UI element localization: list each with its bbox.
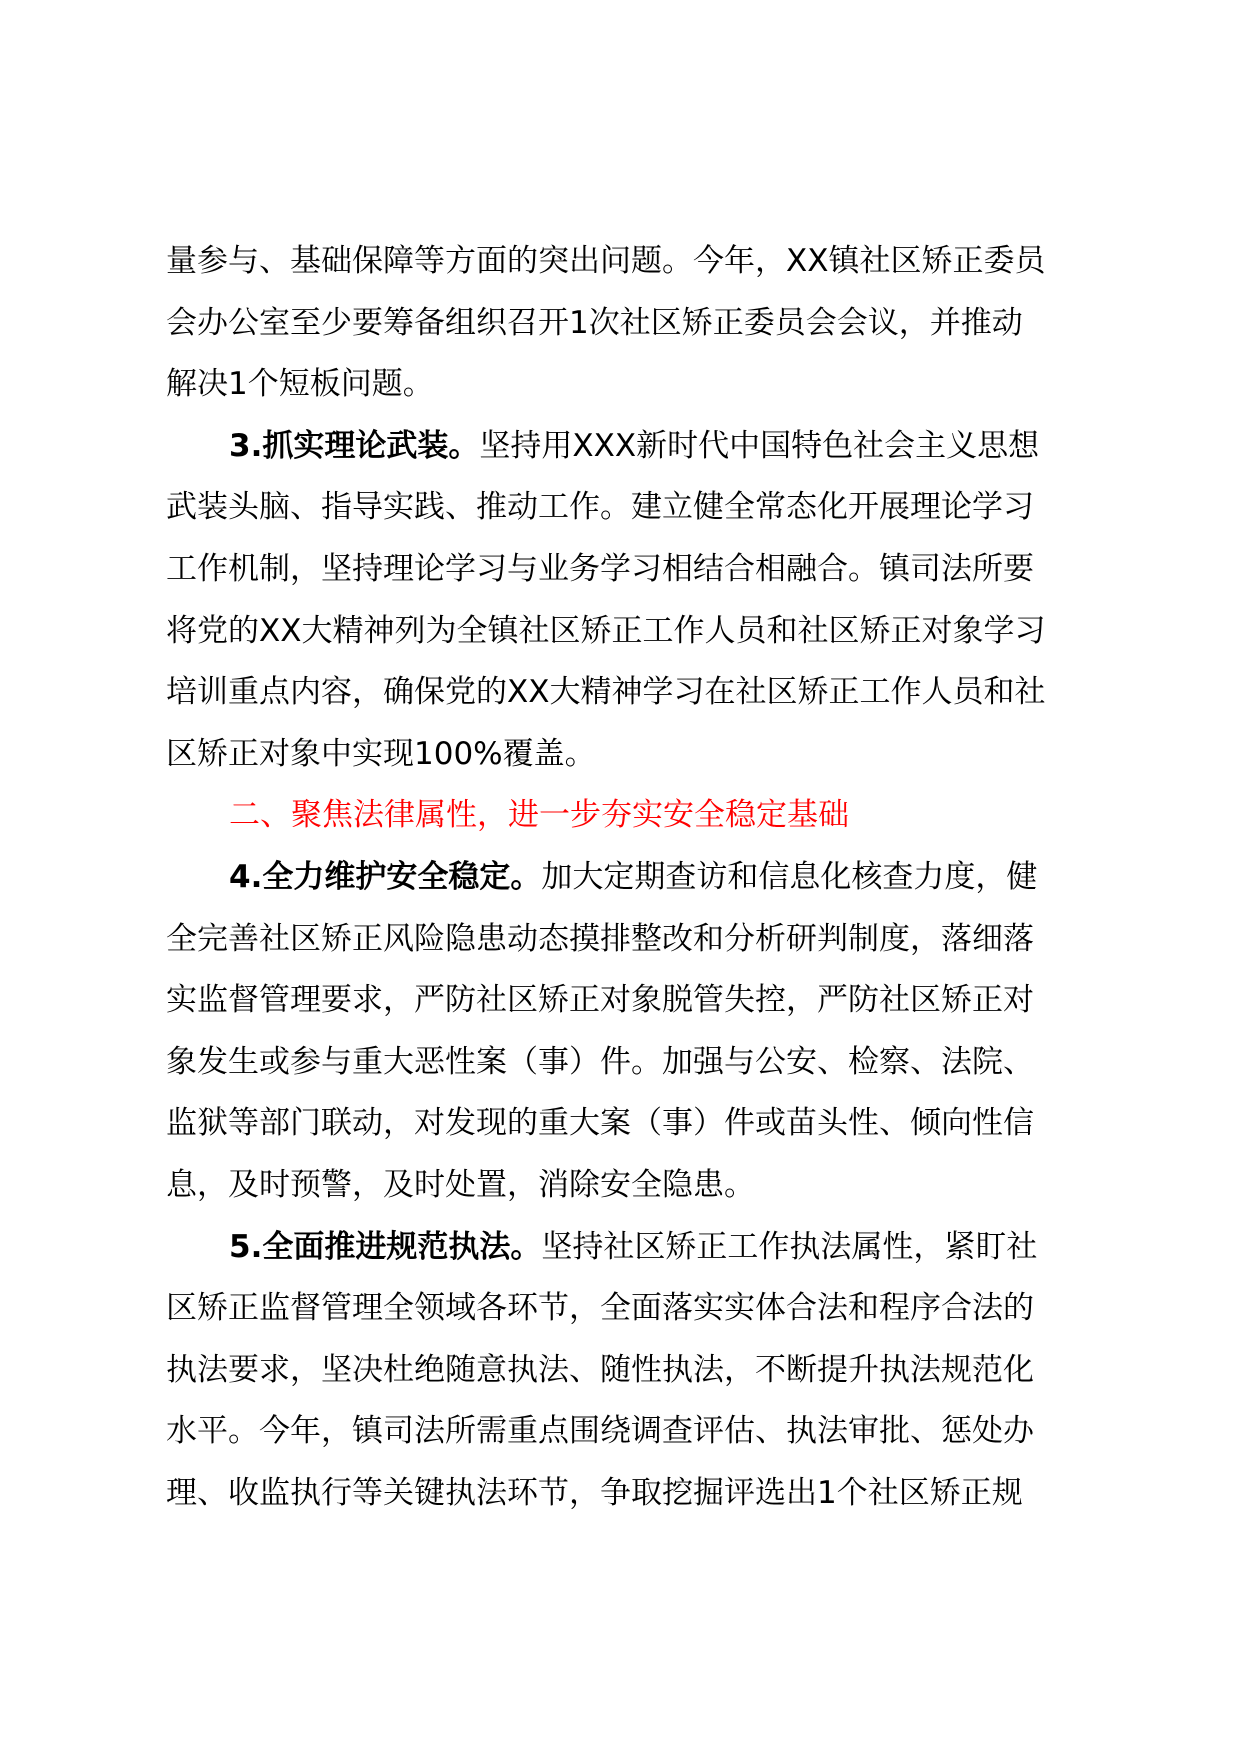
paragraph-line: 区矫正对象中实现100%覆盖。 (166, 735, 596, 772)
paragraph-line: 区矫正监督管理全领域各环节，全面落实实体合法和程序合法的 (166, 1290, 1034, 1327)
section-heading: 二、聚焦法律属性，进一步夯实安全稳定基础 (229, 797, 849, 834)
item-3-title: 3.抓实理论武装。 (229, 427, 480, 464)
paragraph-line: 息，及时预警，及时处置，消除安全隐患。 (166, 1166, 755, 1203)
item-3-first-line (166, 416, 1111, 478)
item-5-first-line (166, 1217, 1111, 1279)
paragraph-line: 解决1个短板问题。 (166, 366, 434, 403)
paragraph-line: 实监督管理要求，严防社区矫正对象脱管失控，严防社区矫正对 (166, 982, 1034, 1019)
paragraph-line: 武装头脑、指导实践、推动工作。建立健全常态化开展理论学习 (166, 489, 1034, 526)
paragraph-line: 将党的XX大精神列为全镇社区矫正工作人员和社区矫正对象学习 (166, 612, 1046, 649)
paragraph-line: 量参与、基础保障等方面的突出问题。今年，XX镇社区矫正委员 (166, 243, 1046, 279)
document-body (166, 231, 1111, 1524)
paragraph-line: 工作机制，坚持理论学习与业务学习相结合相融合。镇司法所要 (166, 550, 1034, 587)
item-4-text: 加大定期查访和信息化核查力度，健 (541, 858, 1038, 895)
item-4-title: 4.全力维护安全稳定。 (229, 858, 542, 895)
item-5-text: 坚持社区矫正工作执法属性，紧盯社 (541, 1228, 1038, 1265)
paragraph-line: 培训重点内容，确保党的XX大精神学习在社区矫正工作人员和社 (166, 674, 1046, 711)
item-5-title: 5.全面推进规范执法。 (229, 1228, 542, 1265)
paragraph-line: 会办公室至少要筹备组织召开1次社区矫正委员会会议，并推动 (166, 304, 1023, 341)
paragraph-line: 象发生或参与重大恶性案（事）件。加强与公安、检察、法院、 (166, 1043, 1034, 1080)
paragraph-line: 水平。今年，镇司法所需重点围绕调查评估、执法审批、惩处办 (166, 1413, 1034, 1450)
paragraph-line: 监狱等部门联动，对发现的重大案（事）件或苗头性、倾向性信 (166, 1105, 1034, 1142)
item-3-text: 坚持用XXX新时代中国特色社会主义思想 (479, 427, 1040, 464)
item-4-first-line (166, 847, 1111, 909)
paragraph-line: 全完善社区矫正风险隐患动态摸排整改和分析研判制度，落细落 (166, 920, 1034, 957)
paragraph-line: 执法要求，坚决杜绝随意执法、随性执法，不断提升执法规范化 (166, 1351, 1034, 1388)
paragraph-line: 理、收监执行等关键执法环节，争取挖掘评选出1个社区矫正规 (166, 1474, 1023, 1511)
